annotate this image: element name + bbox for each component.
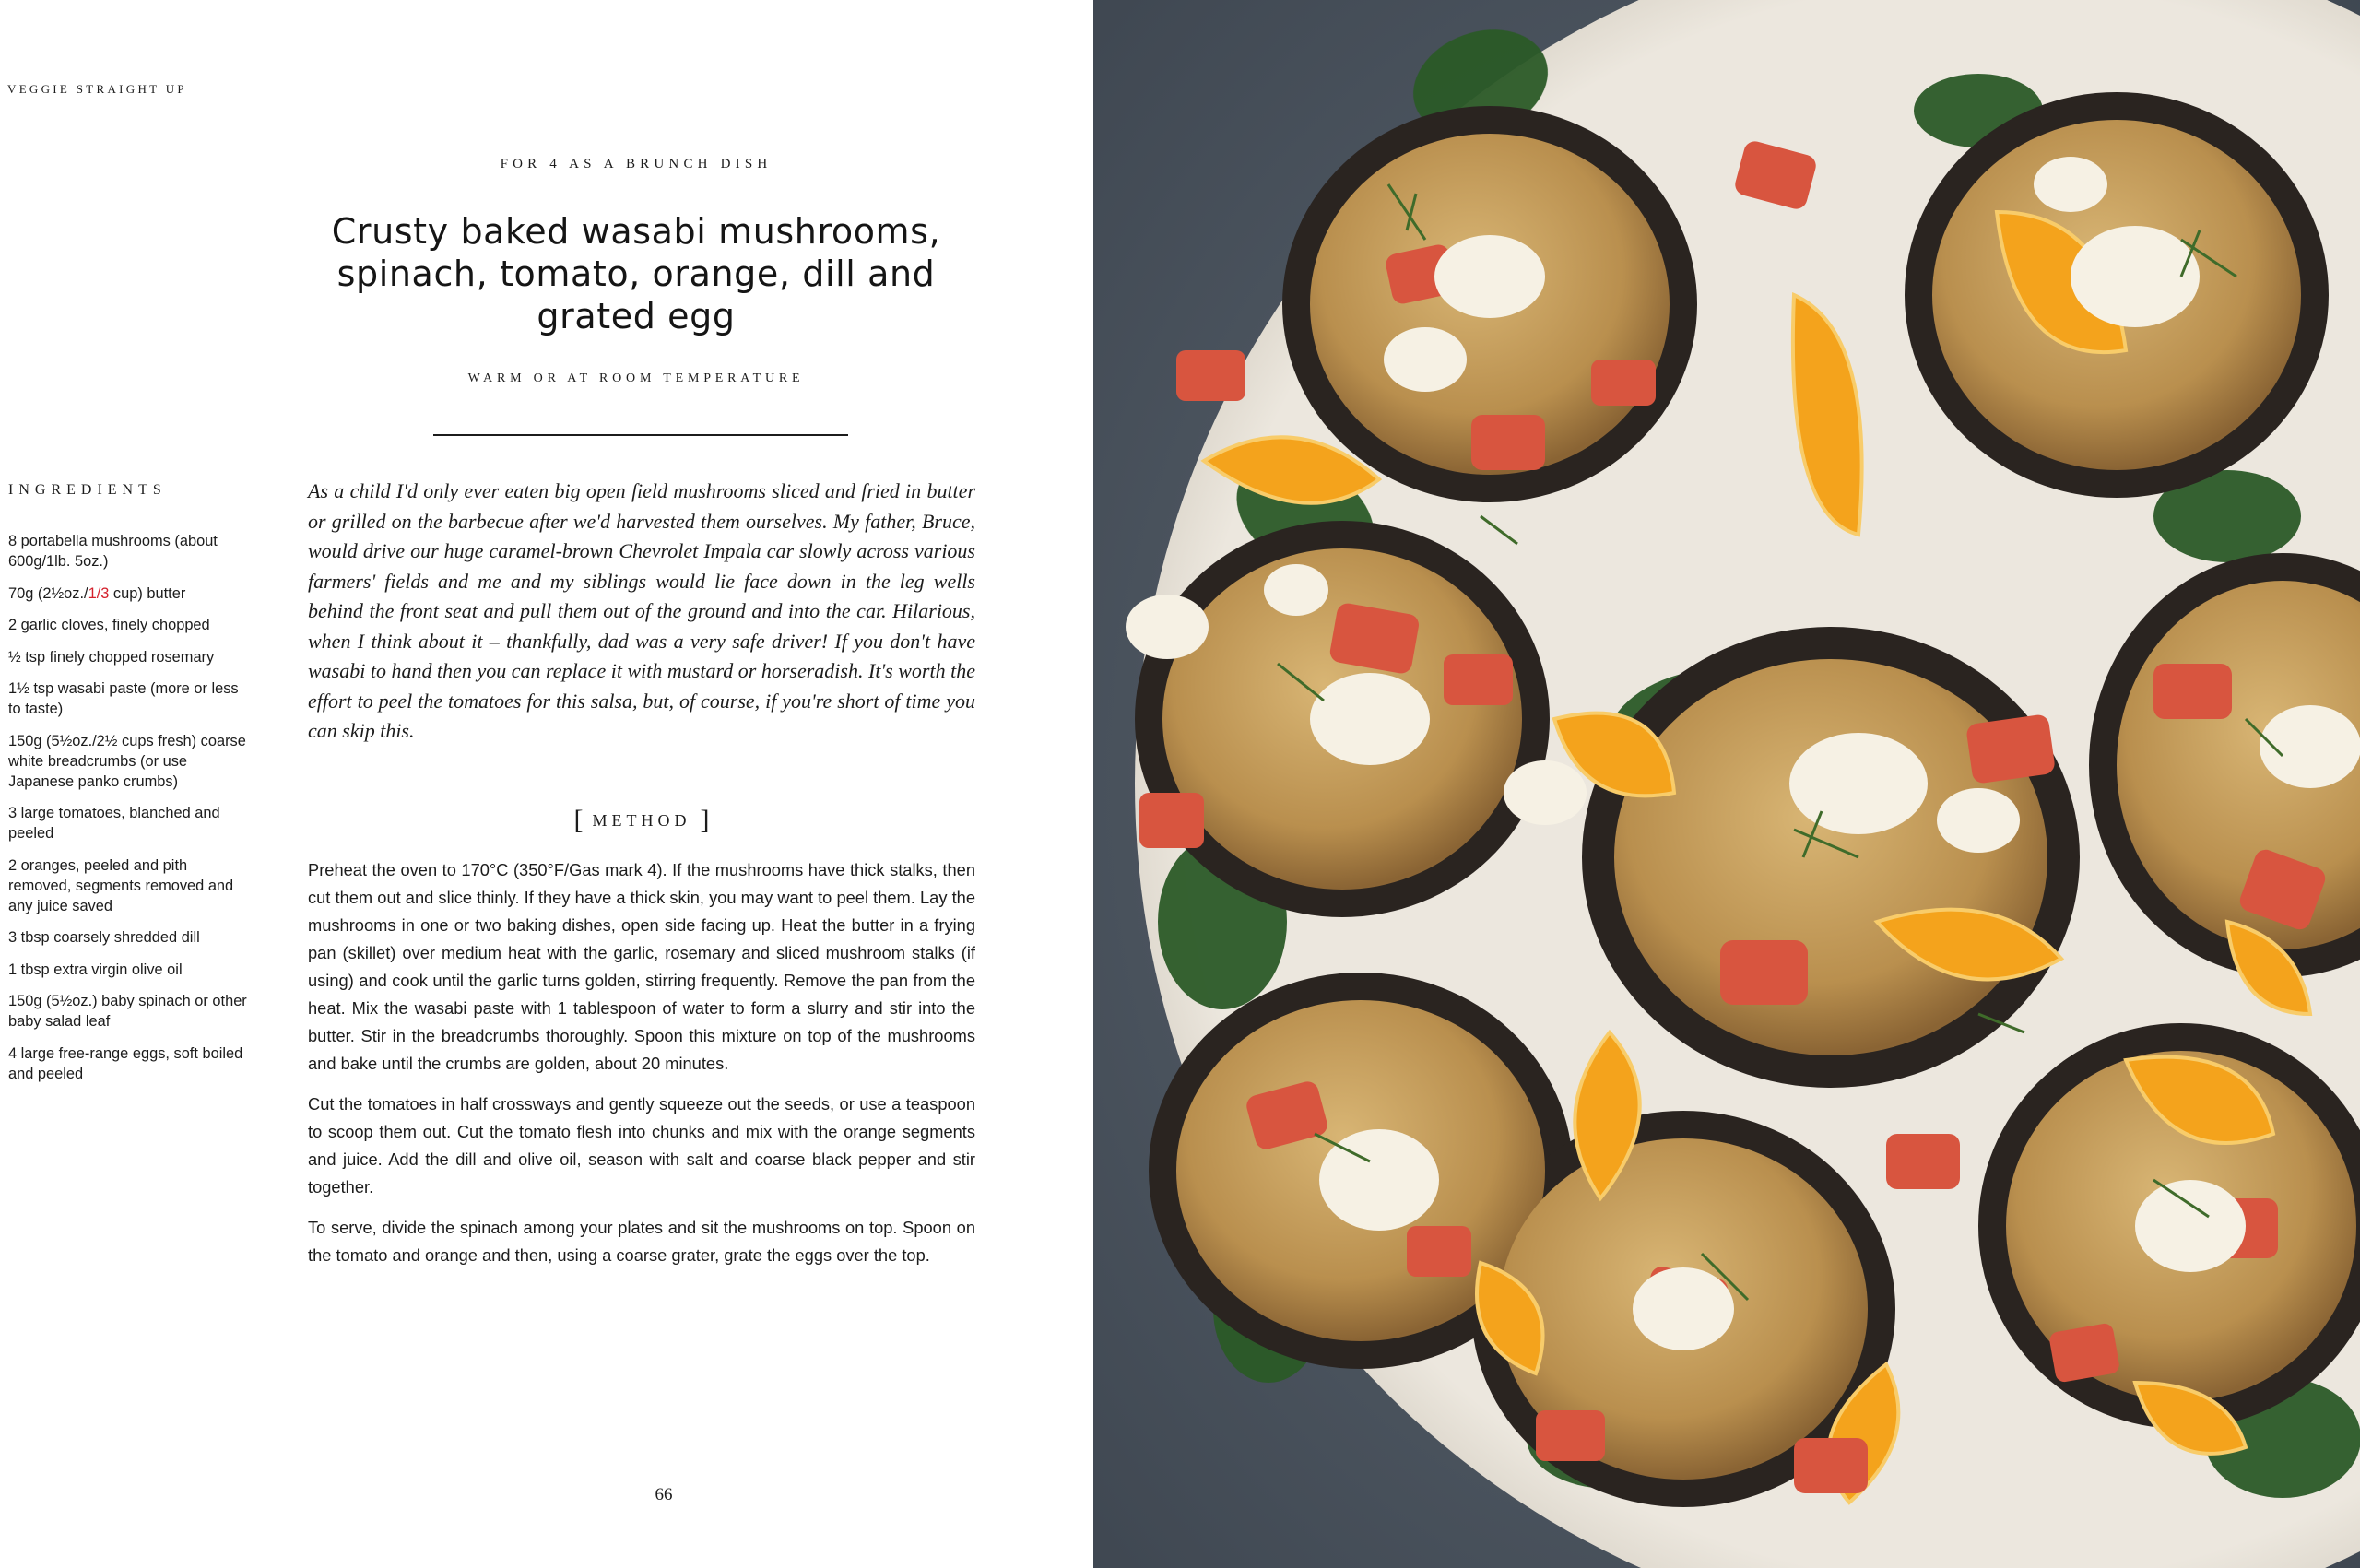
method-step: Cut the tomatoes in half crossways and gently squeeze out the seeds, or use a teaspoon to scoop them out. Cut the tomato flesh into chunks and mix with the orange segments and juice. Add the dill and olive oil, season with salt and coarse black pepper and stir together.	[308, 1094, 975, 1197]
food-photo-illustration	[1093, 0, 2360, 1568]
ingredient-item-butter	[8, 584, 253, 604]
method-step: To serve, divide the spinach among your plates and sit the mushrooms on top. Spoon on the tomato and orange and then, using a coarse grater, grate the eggs over the top.	[308, 1218, 975, 1265]
page-number: 66	[655, 1485, 673, 1504]
serving-note: FOR 4 AS A BRUNCH DISH	[500, 157, 773, 171]
ingredient-item: 3 tbsp coarsely shredded dill	[8, 929, 200, 946]
ingredients-heading: INGREDIENTS	[8, 482, 167, 498]
serving-temperature: WARM OR AT ROOM TEMPERATURE	[467, 371, 805, 385]
ingredients-list	[8, 531, 253, 1095]
method-heading	[308, 805, 975, 836]
ingredient-item: 8 portabella mushrooms (about 600g/1lb. 5oz.)	[8, 533, 218, 570]
ingredient-item: 1½ tsp wasabi paste (more or less to taste)	[8, 680, 239, 717]
method-steps	[308, 856, 975, 1282]
ingredient-item: ½ tsp finely chopped rosemary	[8, 648, 215, 666]
food-photo	[1093, 0, 2360, 1568]
method-bracket-open: [	[573, 805, 584, 835]
butter-text: 70g (2½oz./	[8, 584, 88, 602]
ingredient-item: 150g (5½oz./2½ cups fresh) coarse white breadcrumbs (or use Japanese panko crumbs)	[8, 732, 246, 790]
method-heading-label: METHOD	[592, 811, 691, 830]
recipe-page	[0, 0, 1093, 1568]
ingredient-item: 1 tbsp extra virgin olive oil	[8, 961, 183, 978]
recipe-title: Crusty baked wasabi mushrooms, spinach, tomato, orange, dill and grated egg	[331, 211, 941, 336]
intro-paragraph: As a child I'd only ever eaten big open field mushrooms sliced and fried in butter or grilled on the barbecue after we'd harvested them ourselves. My father, Bruce, would drive our huge caramel-brown Chevrolet Impala car slowly across various farmers' fields and me and my siblings would lie face down in the leg wells behind the front seat and pull them out of the ground and into the car. Hilarious, when I think about it – thankfully, dad was a very safe driver! If you don't have wasabi to hand then you can replace it with mustard or horseradish. It's worth the effort to peel the tomatoes for this salsa, but, of course, if you're short of time you can skip this.	[308, 479, 975, 742]
ingredient-item: 150g (5½oz.) baby spinach or other baby salad leaf	[8, 993, 247, 1030]
ingredient-item: 3 large tomatoes, blanched and peeled	[8, 805, 220, 842]
butter-text-end: cup) butter	[109, 584, 186, 602]
running-head: VEGGIE STRAIGHT UP	[7, 82, 187, 96]
ingredient-item: 4 large free-range eggs, soft boiled and peeled	[8, 1044, 243, 1082]
method-step: Preheat the oven to 170°C (350°F/Gas mark 4). If the mushrooms have thick stalks, then cut them out and slice thinly. If they have a thick skin, you may want to peel them. Lay the mushrooms in one or two baking dishes, open side facing up. Heat the butter in a frying pan (skillet) over medium heat with the garlic, rosemary and sliced mushroom stalks (if using) and cook until the garlic turns golden, stirring frequently. Remove the pan from the heat. Mix the wasabi paste with 1 tablespoon of water to form a slurry and stir into the butter. Stir in the breadcrumbs thoroughly. Spoon this mixture on top of the mushrooms and bake until the crumbs are golden, about 20 minutes.	[308, 860, 975, 1073]
ingredient-item: 2 oranges, peeled and pith removed, segments removed and any juice saved	[8, 856, 234, 914]
butter-fraction: 1/3	[88, 584, 110, 602]
title-divider	[433, 434, 848, 436]
ingredient-item: 2 garlic cloves, finely chopped	[8, 617, 210, 633]
method-bracket-close: ]	[700, 805, 710, 835]
